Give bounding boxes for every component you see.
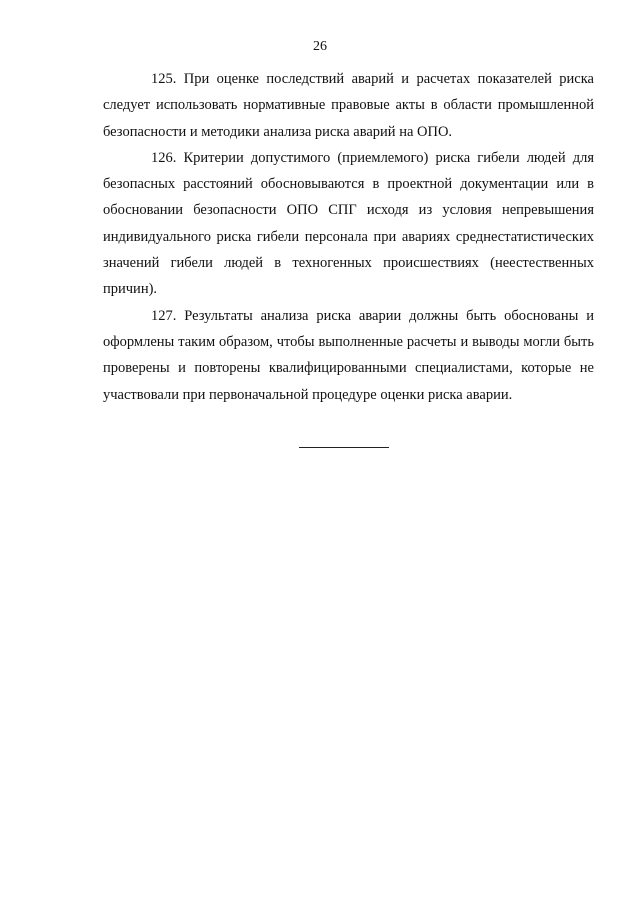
end-separator-line (299, 447, 389, 448)
paragraph-125: 125. При оценке последствий аварий и расчетах показателей риска следует использовать нормативные правовые акты в области промышленной безопасности и методики анализа риска аварий на ОПО. (103, 71, 594, 140)
paragraph-126: 126. Критерии допустимого (приемлемого) риска гибели людей для безопасных расстояний обосновываются в проектной документации или в обосновании безопасности ОПО СПГ исходя из условия непревышения индивидуального риска гибели персонала при авариях среднестатистических значений гибели людей в техногенных происшествиях (неестественных причин). (103, 149, 594, 298)
paragraph-127: 127. Результаты анализа риска аварии должны быть обоснованы и оформлены таким образом, чтобы выполненные расчеты и выводы могли быть проверены и повторены квалифицированными специалистами, которые не участвовали при первоначальной процедуре оценки риска аварии. (103, 307, 594, 403)
page-number: 26 (313, 39, 327, 54)
document-body (103, 66, 594, 408)
